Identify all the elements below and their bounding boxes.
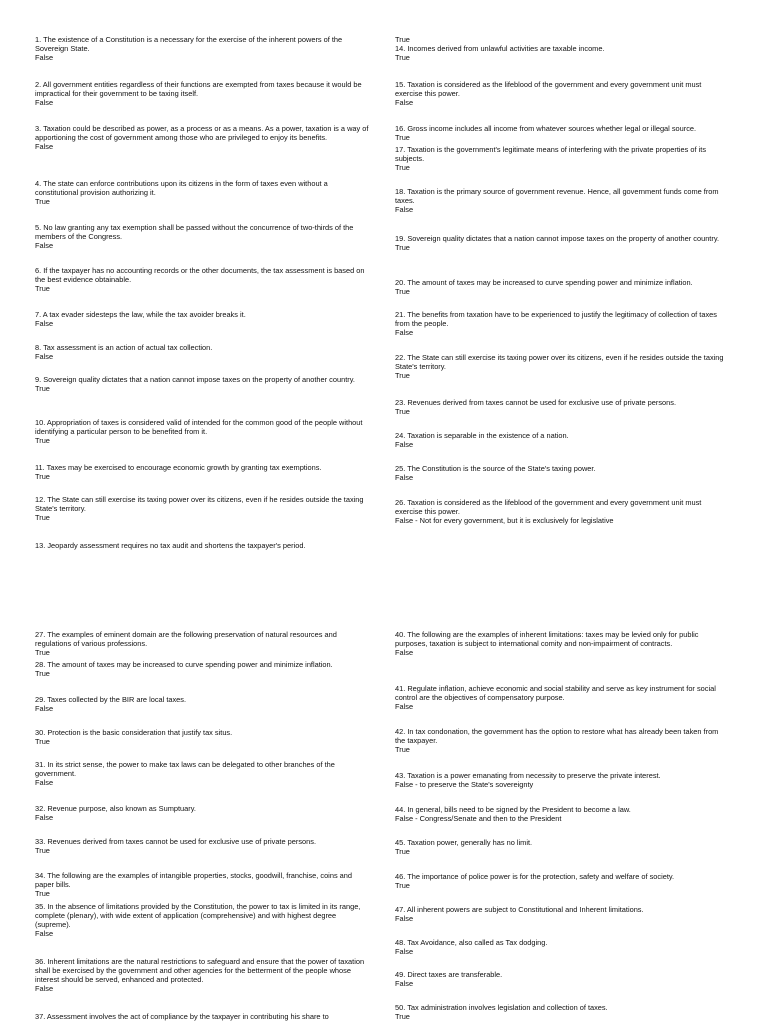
answer-text: True — [35, 513, 50, 522]
question-text: 3. Taxation could be described as power, as a process or as a means. As a power, taxation is a way of apportioning the cost of government among those who are privileged to enjoy its benefits. — [35, 124, 369, 142]
question-item — [35, 760, 370, 787]
question-item — [35, 463, 370, 481]
question-item — [395, 905, 730, 923]
question-text: 29. Taxes collected by the BIR are local taxes. — [35, 695, 187, 704]
question-item — [395, 771, 730, 789]
question-item — [395, 838, 730, 856]
question-item — [35, 375, 370, 393]
question-text: 20. The amount of taxes may be increased to curve spending power and minimize inflation. — [395, 278, 693, 287]
answer-text: True — [395, 745, 410, 754]
answer-text: True — [395, 35, 410, 44]
question-text: 31. In its strict sense, the power to make tax laws can be delegated to other branches of the government. — [35, 760, 335, 778]
answer-text: True — [395, 847, 410, 856]
answer-text: False — [35, 813, 54, 822]
question-item — [35, 902, 370, 938]
question-item — [35, 124, 370, 151]
question-text: 14. Incomes derived from unlawful activities are taxable income. — [395, 44, 605, 53]
question-item — [395, 1003, 730, 1021]
question-item — [35, 837, 370, 855]
question-item — [35, 310, 370, 328]
answer-text: True — [35, 889, 50, 898]
answer-text: False — [395, 914, 414, 923]
question-text: 6. If the taxpayer has no accounting records or the other documents, the tax assessment is based on the best evidence obtainable. — [35, 266, 365, 284]
question-item — [35, 80, 370, 107]
answer-text: False — [35, 352, 54, 361]
question-text: 37. Assessment involves the act of compliance by the taxpayer in contributing his share to — [35, 1012, 329, 1021]
answer-text: True — [395, 53, 410, 62]
question-text: 22. The State can still exercise its taxing power over its citizens, even if he resides outside the taxing State's territory. — [395, 353, 724, 371]
answer-text: False — [395, 205, 414, 214]
answer-text: False — [395, 98, 414, 107]
answer-text: False - to preserve the State's sovereignty — [395, 780, 534, 789]
question-item — [395, 684, 730, 711]
question-text: 28. The amount of taxes may be increased to curve spending power and minimize inflation. — [35, 660, 333, 669]
question-item — [395, 145, 730, 172]
answer-text: True — [35, 669, 50, 678]
answer-text: False — [395, 702, 414, 711]
answer-text: True — [35, 384, 50, 393]
question-item — [35, 871, 370, 898]
question-text: 15. Taxation is considered as the lifeblood of the government and every government unit must exercise this power. — [395, 80, 702, 98]
question-item — [35, 418, 370, 445]
answer-text: True — [395, 243, 410, 252]
question-text: 18. Taxation is the primary source of government revenue. Hence, all government funds come from taxes. — [395, 187, 719, 205]
answer-text: True — [35, 197, 50, 206]
question-item — [395, 44, 730, 62]
question-item — [395, 80, 730, 107]
question-text: 40. The following are the examples of inherent limitations: taxes may be levied only for public purposes, taxation is subject to international comity and non-impairment of contracts. — [395, 630, 699, 648]
answer-text: False — [35, 704, 54, 713]
question-item — [35, 630, 370, 657]
answer-text: False — [395, 979, 414, 988]
answer-text: True — [35, 436, 50, 445]
question-text: 42. In tax condonation, the government has the option to restore what has already been taken from the taxpayer. — [395, 727, 719, 745]
question-item — [35, 804, 370, 822]
question-item — [35, 223, 370, 250]
answer-text: False - Not for every government, but it is exclusively for legislative — [395, 516, 614, 525]
answer-text: False — [35, 929, 54, 938]
answer-text: False — [35, 53, 54, 62]
answer-text: False - Congress/Senate and then to the President — [395, 814, 562, 823]
question-text: 21. The benefits from taxation have to be experienced to justify the legitimacy of collection of taxes from the people. — [395, 310, 717, 328]
question-item — [395, 431, 730, 449]
question-text: 30. Protection is the basic consideration that justify tax situs. — [35, 728, 233, 737]
answer-text: True — [395, 163, 410, 172]
question-text: 49. Direct taxes are transferable. — [395, 970, 503, 979]
question-item — [35, 957, 370, 993]
question-item — [35, 728, 370, 746]
answer-text: False — [395, 648, 414, 657]
answer-text: False — [395, 947, 414, 956]
question-text: 9. Sovereign quality dictates that a nation cannot impose taxes on the property of another country. — [35, 375, 355, 384]
question-item — [35, 1012, 370, 1021]
question-text: 25. The Constitution is the source of the State's taxing power. — [395, 464, 596, 473]
answer-text: False — [395, 328, 414, 337]
question-text: 17. Taxation is the government's legitimate means of interfering with the private properties of its subjects. — [395, 145, 707, 163]
question-item — [35, 179, 370, 206]
question-text: 11. Taxes may be exercised to encourage economic growth by granting tax exemptions. — [35, 463, 322, 472]
answer-text: True — [395, 1012, 410, 1021]
question-item — [395, 398, 730, 416]
question-item — [395, 498, 730, 525]
question-text: 12. The State can still exercise its taxing power over its citizens, even if he resides outside the taxing State's territory. — [35, 495, 364, 513]
question-item — [395, 938, 730, 956]
answer-text: True — [35, 846, 50, 855]
answer-text: True — [35, 472, 50, 481]
question-text: 16. Gross income includes all income from whatever sources whether legal or illegal source. — [395, 124, 697, 133]
question-item — [395, 35, 730, 44]
question-item — [395, 353, 730, 380]
question-text: 8. Tax assessment is an action of actual tax collection. — [35, 343, 213, 352]
question-text: 19. Sovereign quality dictates that a nation cannot impose taxes on the property of another country. — [395, 234, 720, 243]
question-item — [395, 310, 730, 337]
answer-text: True — [35, 737, 50, 746]
question-item — [395, 187, 730, 214]
question-item — [35, 541, 370, 550]
answer-text: False — [395, 440, 414, 449]
question-item — [395, 872, 730, 890]
answer-text: False — [35, 319, 54, 328]
answer-text: True — [395, 287, 410, 296]
question-text: 34. The following are the examples of intangible properties, stocks, goodwill, franchise, coins and paper bills. — [35, 871, 353, 889]
question-item — [395, 805, 730, 823]
answer-text: False — [35, 984, 54, 993]
question-item — [35, 266, 370, 293]
question-item — [35, 695, 370, 713]
answer-text: False — [35, 778, 54, 787]
question-text: 41. Regulate inflation, achieve economic and social stability and serve as key instrument for social control are the objectives of compensatory purpose. — [395, 684, 716, 702]
question-text: 43. Taxation is a power emanating from necessity to preserve the private interest. — [395, 771, 661, 780]
question-text: 24. Taxation is separable in the existence of a nation. — [395, 431, 569, 440]
question-text: 33. Revenues derived from taxes cannot be used for exclusive use of private persons. — [35, 837, 316, 846]
question-text: 45. Taxation power, generally has no limit. — [395, 838, 533, 847]
question-item — [395, 970, 730, 988]
answer-text: False — [35, 241, 54, 250]
answer-text: True — [395, 881, 410, 890]
question-item — [395, 278, 730, 296]
question-text: 26. Taxation is considered as the lifeblood of the government and every government unit must exercise this power. — [395, 498, 702, 516]
question-item — [35, 660, 370, 678]
question-text: 36. Inherent limitations are the natural restrictions to safeguard and ensure that the power of taxation shall be exercised by the government and other agencies for the betterment of the people whose interest should be served, enhanced and protected. — [35, 957, 365, 984]
question-text: 27. The examples of eminent domain are the following preservation of natural resources and regulations of various professions. — [35, 630, 337, 648]
answer-text: False — [35, 142, 54, 151]
question-item — [35, 35, 370, 62]
answer-text: True — [35, 648, 50, 657]
question-item — [395, 464, 730, 482]
question-item — [395, 727, 730, 754]
answer-text: True — [395, 133, 410, 142]
question-text: 35. In the absence of limitations provided by the Constitution, the power to tax is limited in its range, complete (plenary), with wide extent of application (comprehensive) and with highest degree (supreme). — [35, 902, 361, 929]
question-text: 23. Revenues derived from taxes cannot be used for exclusive use of private persons. — [395, 398, 676, 407]
question-text: 32. Revenue purpose, also known as Sumptuary. — [35, 804, 196, 813]
question-text: 4. The state can enforce contributions upon its citizens in the form of taxes even without a constitutional provision authorizing it. — [35, 179, 328, 197]
question-text: 44. In general, bills need to be signed by the President to become a law. — [395, 805, 631, 814]
question-item — [395, 234, 730, 252]
question-text: 5. No law granting any tax exemption shall be passed without the concurrence of two-thirds of the members of the Congress. — [35, 223, 354, 241]
question-text: 2. All government entities regardless of their functions are exempted from taxes because it would be impractical for their government to be taxing itself. — [35, 80, 362, 98]
answer-text: True — [395, 371, 410, 380]
question-text: 46. The importance of police power is for the protection, safety and welfare of society. — [395, 872, 675, 881]
answer-text: True — [35, 284, 50, 293]
question-item — [395, 124, 730, 142]
answer-text: True — [395, 407, 410, 416]
question-text: 1. The existence of a Constitution is a necessary for the exercise of the inherent powers of the Sovereign State. — [35, 35, 343, 53]
question-item — [395, 630, 730, 657]
question-text: 50. Tax administration involves legislation and collection of taxes. — [395, 1003, 608, 1012]
question-text: 7. A tax evader sidesteps the law, while the tax avoider breaks it. — [35, 310, 246, 319]
question-text: 48. Tax Avoidance, also called as Tax dodging. — [395, 938, 548, 947]
question-text: 10. Appropriation of taxes is considered valid of intended for the common good of the people without identifying a particular person to be benefited from it. — [35, 418, 363, 436]
question-text: 13. Jeopardy assessment requires no tax audit and shortens the taxpayer's period. — [35, 541, 306, 550]
question-item — [35, 343, 370, 361]
question-item — [35, 495, 370, 522]
answer-text: False — [35, 98, 54, 107]
question-text: 47. All inherent powers are subject to Constitutional and Inherent limitations. — [395, 905, 644, 914]
answer-text: False — [395, 473, 414, 482]
